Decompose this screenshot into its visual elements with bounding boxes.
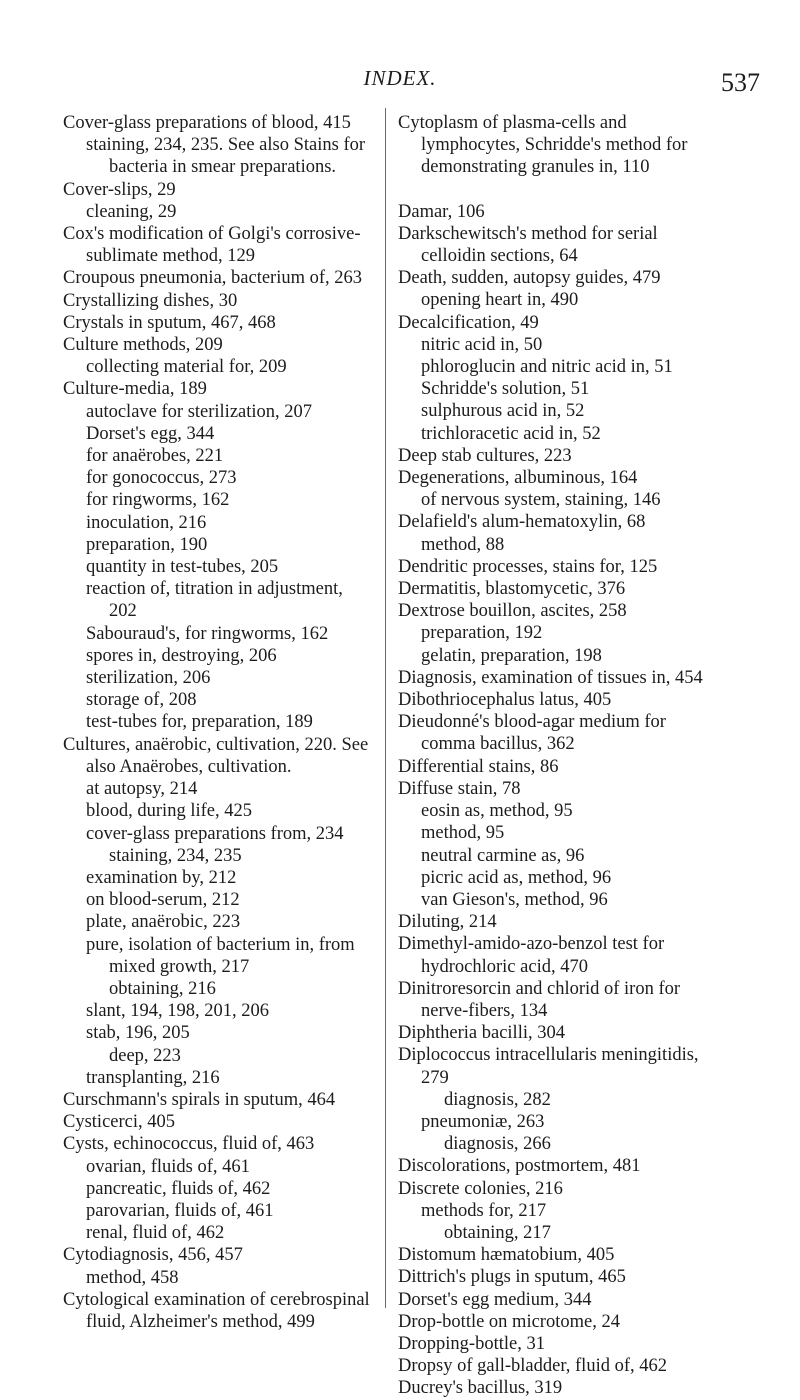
index-entry: Sabouraud's, for ringworms, 162 (86, 623, 329, 644)
index-entry: Crystals in sputum, 467, 468 (63, 312, 276, 333)
index-entry: staining, 234, 235 (109, 845, 242, 866)
index-entry: Damar, 106 (398, 201, 485, 222)
index-column-left (63, 112, 375, 1333)
column-divider (385, 108, 386, 1308)
index-entry: ovarian, fluids of, 461 (86, 1156, 250, 1177)
index-entry: eosin as, method, 95 (421, 801, 573, 822)
index-entry: Drop-bottle on microtome, 24 (398, 1311, 620, 1332)
index-entry: inoculation, 216 (86, 512, 207, 533)
index-entry: van Gieson's, method, 96 (421, 889, 608, 910)
index-entry: of nervous system, staining, 146 (421, 490, 661, 511)
index-entry: stab, 196, 205 (86, 1023, 190, 1044)
index-entry: Cysts, echinococcus, fluid of, 463 (63, 1134, 315, 1155)
index-entry: for gonococcus, 273 (86, 468, 237, 489)
index-entry: renal, fluid of, 462 (86, 1223, 225, 1244)
index-entry: storage of, 208 (86, 690, 197, 711)
index-entry: Cover-glass preparations of blood, 415 (63, 113, 351, 133)
index-entry: Curschmann's spirals in sputum, 464 (63, 1089, 336, 1110)
index-entry: Crystallizing dishes, 30 (63, 290, 238, 311)
page-header (0, 66, 800, 106)
index-entry: diagnosis, 266 (444, 1134, 551, 1155)
index-entry: Discrete colonies, 216 (398, 1178, 563, 1199)
index-entry: method, 95 (421, 823, 505, 844)
index-entry: plate, anaërobic, 223 (86, 912, 241, 933)
index-entry: Diphtheria bacilli, 304 (398, 1023, 565, 1044)
index-entry: Dieudonné's blood-agar medium for comma bacillus, 362 (398, 712, 666, 755)
index-entry: staining, 234, 235. See also Stains for bacteria in smear preparations. (86, 135, 366, 178)
index-entry: Diplococcus intracellularis meningitidis, 279 (398, 1045, 699, 1088)
index-entry: Cytological examination of cerebrospinal fluid, Alzheimer's method, 499 (63, 1289, 370, 1332)
index-entry: autoclave for sterilization, 207 (86, 401, 313, 422)
index-entry: cleaning, 29 (86, 201, 177, 222)
index-entry: test-tubes for, preparation, 189 (86, 712, 313, 733)
index-entry: Cover-slips, 29 (63, 179, 176, 200)
index-entry: for anaërobes, 221 (86, 446, 224, 467)
index-entry: at autopsy, 214 (86, 779, 198, 800)
index-entry: blood, during life, 425 (86, 801, 252, 822)
running-head: INDEX. (363, 66, 437, 90)
index-entry: obtaining, 217 (444, 1222, 551, 1243)
index-entry: preparation, 192 (421, 623, 543, 644)
index-entry: Dimethyl-amido-azo-benzol test for hydrochloric acid, 470 (398, 934, 665, 977)
index-entry: spores in, destroying, 206 (86, 645, 277, 666)
index-entry: method, 458 (86, 1267, 179, 1288)
index-entry: Diffuse stain, 78 (398, 778, 521, 799)
index-entry: Deep stab cultures, 223 (398, 445, 572, 466)
index-entry: preparation, 190 (86, 534, 208, 555)
index-entry: obtaining, 216 (109, 978, 216, 999)
index-entry: Darkschewitsch's method for serial celloidin sections, 64 (398, 223, 658, 267)
index-entry: Cytoplasm of plasma-cells and lymphocytes, Schridde's method for demonstrating granules in, 110 (398, 113, 688, 178)
index-entry: Dibothriocephalus latus, 405 (398, 690, 612, 711)
index-entry: Culture methods, 209 (63, 335, 223, 356)
index-entry: slant, 194, 198, 201, 206 (86, 1001, 269, 1022)
index-entry: method, 88 (421, 534, 505, 555)
index-entry: Death, sudden, autopsy guides, 479 (398, 268, 661, 289)
index-entry: pneumoniæ, 263 (421, 1111, 545, 1132)
index-entry: Discolorations, postmortem, 481 (398, 1156, 641, 1177)
index-entry: Dittrich's plugs in sputum, 465 (398, 1267, 626, 1288)
index-entry: Dinitroresorcin and chlorid of iron for nerve-fibers, 134 (398, 978, 681, 1021)
index-entry: Dermatitis, blastomycetic, 376 (398, 579, 626, 600)
index-entry: Distomum hæmatobium, 405 (398, 1245, 615, 1266)
index-entry: nitric acid in, 50 (421, 334, 543, 355)
index-entry: cover-glass preparations from, 234 (86, 823, 344, 844)
index-entry: Dendritic processes, stains for, 125 (398, 556, 658, 577)
index-entry: opening heart in, 490 (421, 290, 579, 311)
index-entry: sulphurous acid in, 52 (421, 401, 585, 422)
index-entry: Decalcification, 49 (398, 312, 539, 333)
index-entry: Degenerations, albuminous, 164 (398, 468, 638, 489)
index-entry: Delafield's alum-hematoxylin, 68 (398, 512, 646, 533)
index-entry: Dextrose bouillon, ascites, 258 (398, 601, 627, 622)
index-entry: Cultures, anaërobic, cultivation, 220. See also Anaërobes, cultivation. (63, 734, 369, 777)
index-entry: neutral carmine as, 96 (421, 845, 585, 866)
index-entry: Culture-media, 189 (63, 379, 207, 400)
index-entry: Cox's modification of Golgi's corrosive-sublimate method, 129 (63, 224, 361, 267)
index-entry: transplanting, 216 (86, 1067, 220, 1088)
index-entry: Dorset's egg, 344 (86, 423, 215, 444)
index-entry: pancreatic, fluids of, 462 (86, 1178, 271, 1199)
index-entry: trichloracetic acid in, 52 (421, 423, 601, 444)
index-entry: phloroglucin and nitric acid in, 51 (421, 357, 673, 378)
index-entry: deep, 223 (109, 1045, 181, 1066)
index-entry: examination by, 212 (86, 867, 237, 888)
index-entry: Cysticerci, 405 (63, 1112, 176, 1133)
index-entry: quantity in test-tubes, 205 (86, 557, 279, 578)
index-entry: Dropping-bottle, 31 (398, 1333, 545, 1354)
page-number: 537 (721, 68, 760, 97)
index-entry: on blood-serum, 212 (86, 890, 240, 911)
index-entry: Croupous pneumonia, bacterium of, 263 (63, 268, 363, 289)
index-entry: Cytodiagnosis, 456, 457 (63, 1245, 243, 1266)
index-column-right (398, 112, 716, 1400)
index-entry: Diagnosis, examination of tissues in, 454 (398, 667, 703, 688)
index-entry: methods for, 217 (421, 1200, 547, 1221)
index-entry: Dorset's egg medium, 344 (398, 1289, 592, 1310)
index-entry: for ringworms, 162 (86, 490, 230, 511)
index-entry: Dropsy of gall-bladder, fluid of, 462 (398, 1356, 667, 1377)
index-entry: parovarian, fluids of, 461 (86, 1200, 274, 1221)
index-entry: Schridde's solution, 51 (421, 379, 590, 400)
index-entry: collecting material for, 209 (86, 357, 287, 378)
index-entry: Diluting, 214 (398, 912, 497, 933)
index-entry: picric acid as, method, 96 (421, 867, 612, 888)
index-entry: reaction of, titration in adjustment, 202 (86, 579, 343, 622)
index-entry: pure, isolation of bacterium in, from mixed growth, 217 (86, 934, 355, 977)
index-entry: Differential stains, 86 (398, 756, 559, 777)
index-entry: gelatin, preparation, 198 (421, 645, 602, 666)
index-entry: Ducrey's bacillus, 319 (398, 1378, 563, 1399)
index-entry: sterilization, 206 (86, 668, 211, 689)
index-entry: diagnosis, 282 (444, 1089, 551, 1110)
